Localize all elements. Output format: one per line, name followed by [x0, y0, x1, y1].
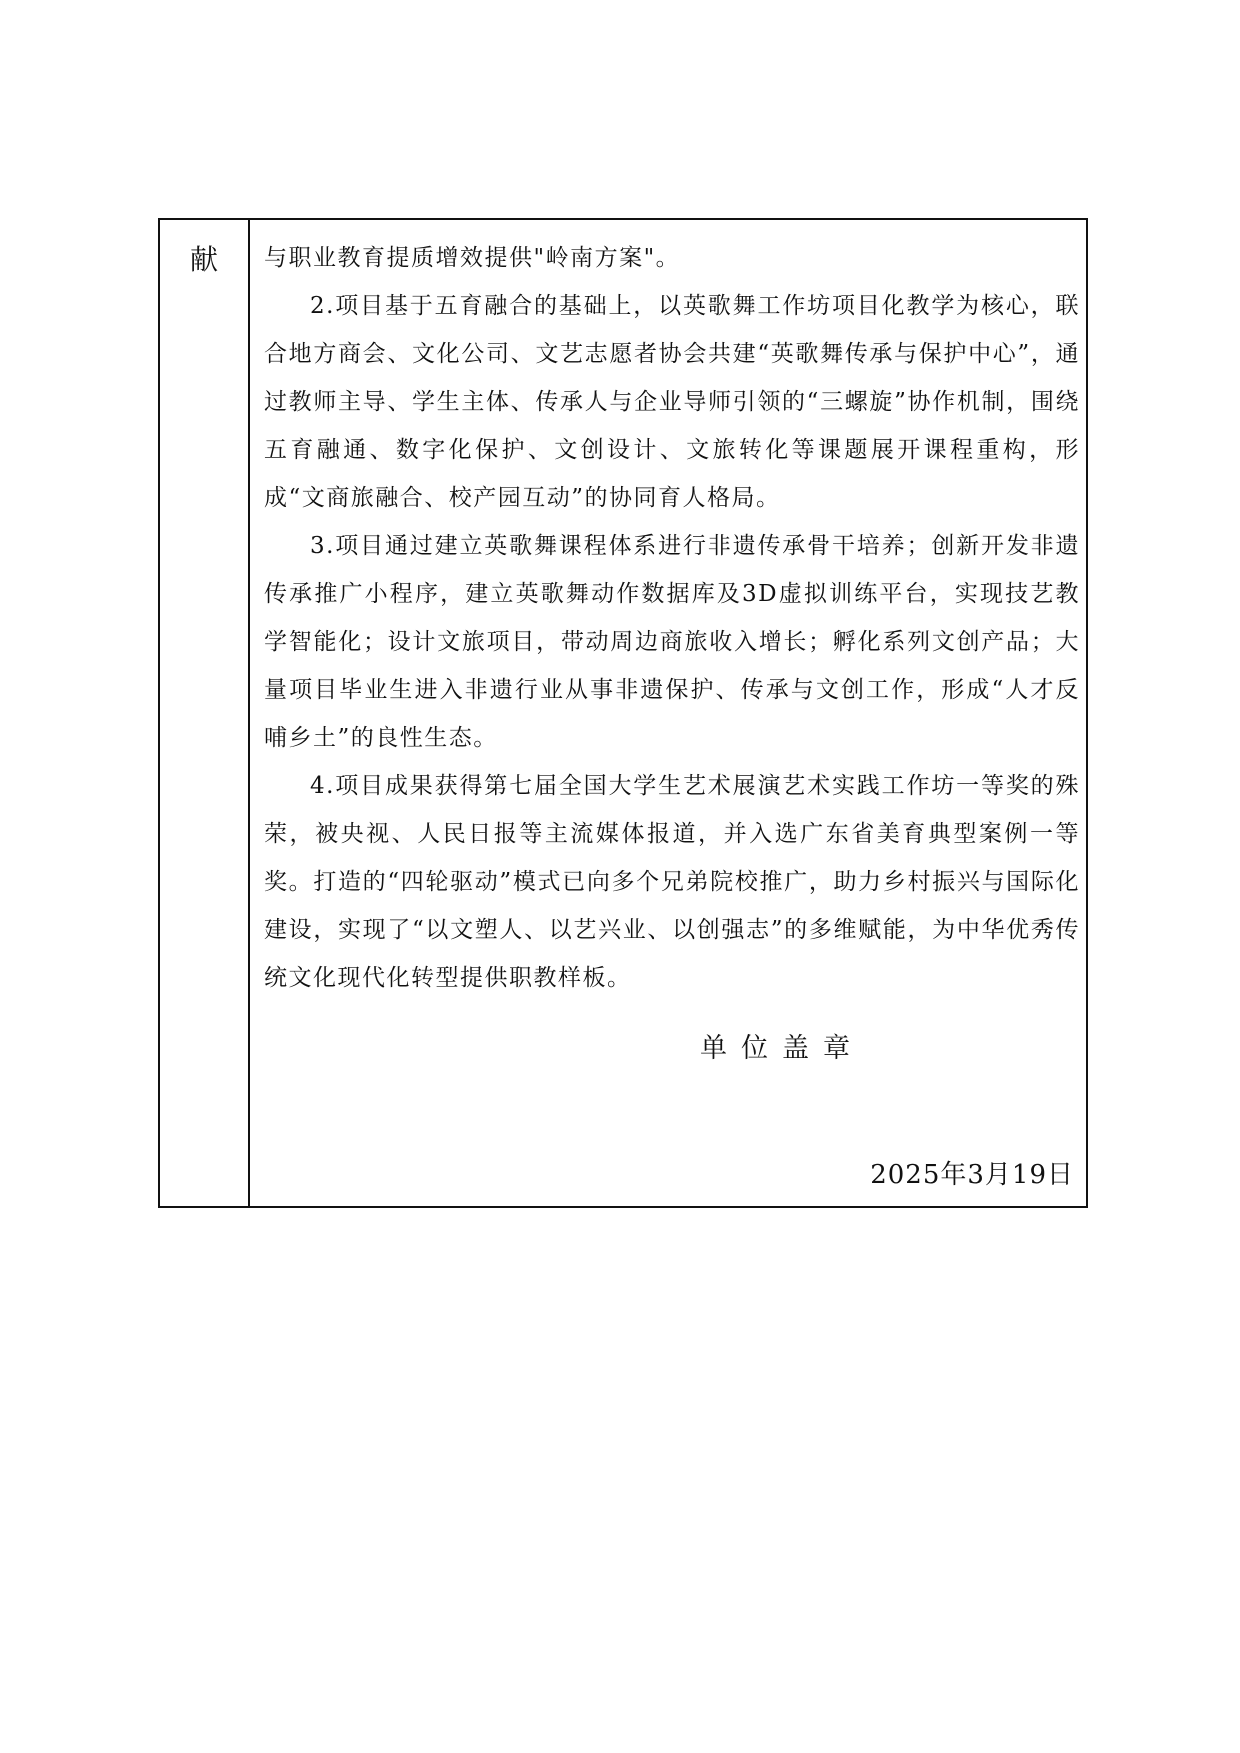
paragraph-item-4: 4.项目成果获得第七届全国大学生艺术展演艺术实践工作坊一等奖的殊荣，被央视、人民日报等主流媒体报道，并入选广东省美育典型案例一等奖。打造的“四轮驱动”模式已向多个兄弟院校推广，助力乡村振兴与国际化建设，实现了“以文塑人、以艺兴业、以创强志”的多维赋能，为中华优秀传统文化现代化转型提供职教样板。 — [264, 773, 1080, 991]
form-table — [158, 218, 1088, 1208]
unit-seal-label: 单位盖章 — [700, 1033, 864, 1064]
row-label: 献 — [189, 243, 218, 276]
signature-date: 2025年3月19日 — [870, 1160, 1074, 1190]
paragraph-item-2: 2.项目基于五育融合的基础上，以英歌舞工作坊项目化教学为核心，联合地方商会、文化公司、文艺志愿者协会共建“英歌舞传承与保护中心”，通过教师主导、学生主体、传承人与企业导师引领的“三螺旋”协作机制，围绕五育融通、数字化保护、文创设计、文旅转化等课题展开课程重构，形成“文商旅融合、校产园互动”的协同育人格局。 — [264, 293, 1080, 511]
paragraph-item-3: 3.项目通过建立英歌舞课程体系进行非遗传承骨干培养；创新开发非遗传承推广小程序，建立英歌舞动作数据库及3D虚拟训练平台，实现技艺教学智能化；设计文旅项目，带动周边商旅收入增长；孵化系列文创产品；大量项目毕业生进入非遗行业从事非遗保护、传承与文创工作，形成“人才反哺乡土”的良性生态。 — [264, 533, 1080, 751]
paragraph-continuation: 与职业教育提质增效提供"岭南方案"。 — [264, 245, 681, 271]
content-cell — [264, 234, 1080, 1002]
column-divider — [248, 220, 250, 1206]
